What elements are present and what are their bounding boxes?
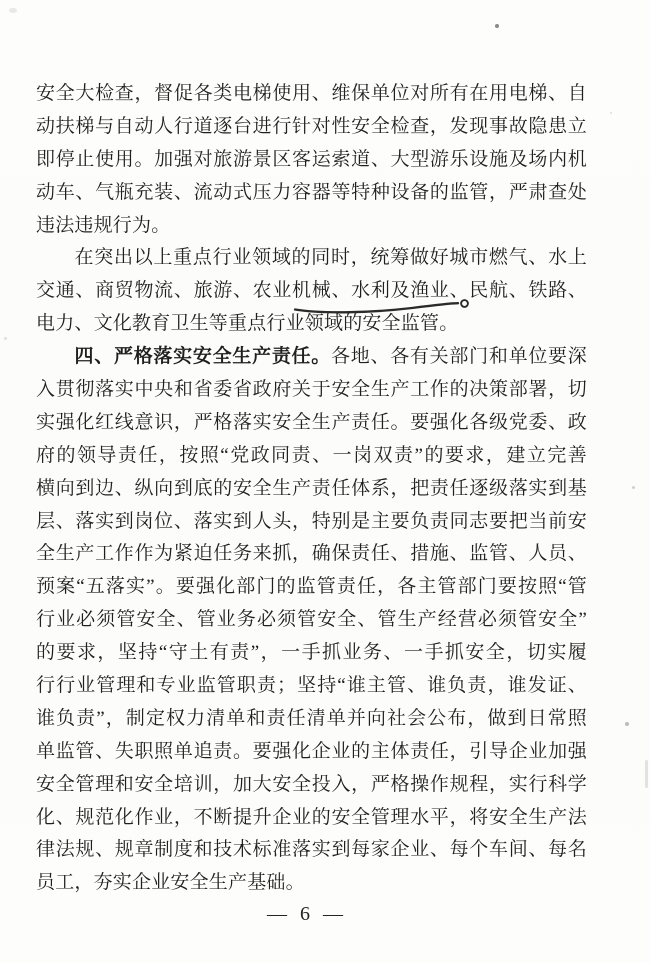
scan-artifact	[9, 8, 17, 13]
scan-artifact	[625, 722, 629, 726]
text-line: 行业必须管安全、管业务必须管安全、管生产经营必须管安全”	[36, 609, 587, 631]
text-line: 在突出以上重点行业领域的同时，统筹做好城市燃气、水上	[74, 247, 587, 269]
scan-artifact	[632, 486, 635, 489]
text-line: 即停止使用。加强对旅游景区客运索道、大型游乐设施及场内机	[36, 148, 587, 170]
text-line: 动车、气瓶充装、流动式压力容器等特种设备的监管，严肃查处	[36, 181, 587, 203]
text-line: 安全大检查，督促各类电梯使用、维保单位对所有在用电梯、自	[36, 83, 587, 104]
scan-artifact	[610, 112, 612, 114]
page-number: — 6 —	[267, 903, 347, 925]
text-line: 员工，夯实企业安全生产基础。	[36, 872, 305, 894]
text-line: 电力、文化教育卫生等重点行业领域的安全监管。	[36, 313, 459, 335]
text-line: 行行业管理和专业监管职责；坚持“谁主管、谁负责，谁发证、	[36, 675, 587, 697]
section-heading: 四、严格落实安全生产责任。	[74, 346, 332, 368]
text-line: 预案“五落实”。要强化部门的监管责任，各主管部门要按照“管	[36, 576, 587, 598]
text-line: 府的领导责任，按照“党政同责、一岗双责”的要求，建立完善	[36, 444, 587, 466]
scan-artifact	[495, 24, 499, 28]
text-line: 化、规范化作业，不断提升企业的安全管理水平，将安全生产法	[36, 806, 587, 828]
text-line: 律法规、规章制度和技术标准落实到每家企业、每个车间、每名	[36, 839, 587, 861]
scan-artifact	[4, 337, 7, 340]
document-body	[36, 78, 587, 900]
text-line-section-start	[36, 341, 587, 374]
text-line: 实强化红线意识，严格落实安全生产责任。要强化各级党委、政	[36, 411, 587, 433]
text-line: 层、落实到岗位、落实到人头，特别是主要负责同志要把当前安	[36, 510, 587, 532]
text-line: 入贯彻落实中央和省委省政府关于安全生产工作的决策部署，切	[36, 379, 587, 401]
text-line: 谁负责”，制定权力清单和责任清单并向社会公布，做到日常照	[36, 707, 587, 729]
text-line: 安全管理和安全培训，加大安全投入，严格操作规程，实行科学	[36, 773, 587, 795]
text-line: 违法违规行为。	[36, 214, 171, 236]
text-line: 动扶梯与自动人行道逐台进行针对性安全检查，发现事故隐患立	[36, 115, 587, 137]
page-footer	[0, 903, 650, 926]
scan-artifact	[645, 760, 648, 788]
text-line: 的要求，坚持“守土有责”，一手抓业务、一手抓安全，切实履	[36, 642, 587, 664]
text-line: 单监管、失职照单追责。要强化企业的主体责任，引导企业加强	[36, 740, 587, 762]
text-line: 全生产工作作为紧迫任务来抓，确保责任、措施、监管、人员、	[36, 543, 587, 565]
text-line-with-annotation: 交通、商贸物流、旅游、农业机械、水利及渔业、民航、铁路、	[36, 280, 587, 302]
text-run: 各地、各有关部门和单位要深	[331, 346, 587, 368]
text-line: 横向到边、纵向到底的安全生产责任体系，把责任逐级落实到基	[36, 477, 587, 499]
